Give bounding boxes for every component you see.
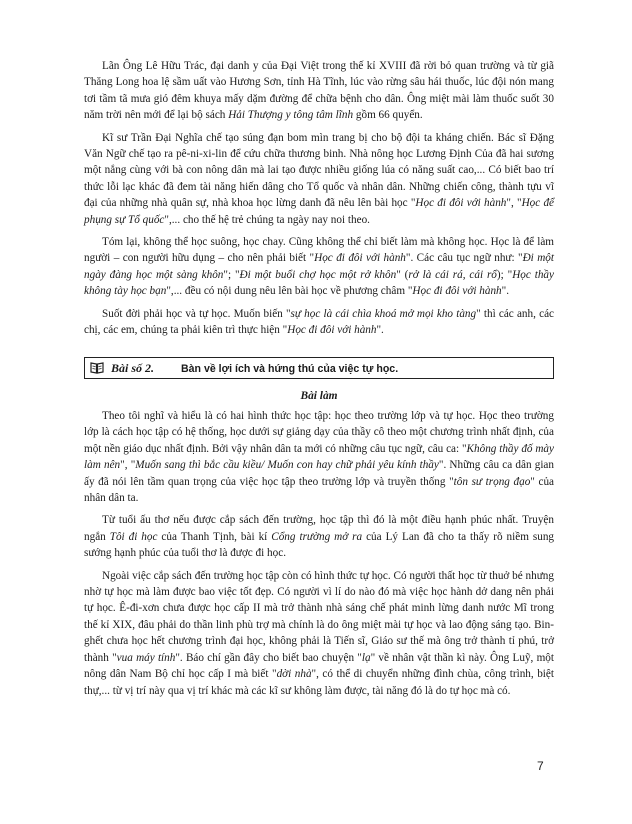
text-run: "; " [223, 268, 240, 281]
text-run: " ( [396, 268, 409, 281]
text-run: ". [501, 285, 510, 298]
body-paragraph [84, 568, 554, 699]
text-run: ",... cho thế hệ trẻ chúng ta ngày nay noi theo. [164, 213, 370, 226]
bottom-text-block [84, 388, 554, 705]
text-run: của Lý Lan đã cho ta thấy rõ niềm sung sướng hạnh phúc của tuổi thơ là được đi học. [84, 530, 555, 560]
italic-text: tôn sư trọng đạo [453, 475, 531, 488]
italic-text: Học đi đôi với hành [415, 197, 507, 210]
text-run: ". Các câu tục ngữ như: " [405, 252, 523, 265]
italic-text: Học thầy không tày học bạn [84, 268, 554, 298]
italic-text: Đi một ngày đàng học một sàng khôn [84, 252, 554, 281]
page-number: 7 [537, 759, 544, 773]
text-run: Theo tôi nghĩ và hiểu là có hai hình thức học tập: học theo trường lớp và tự học. Học theo trường lớp là cách học tập có hệ thống, học dưới sự giảng dạy của thầy cô theo một chương trình nhất định, của một nền giáo dục nhất định. Bởi vậy nhân dân ta mới có những câu tục ngữ, câu ca: " [84, 410, 554, 455]
body-paragraph [84, 306, 554, 339]
text-run: ); " [496, 268, 513, 281]
text-run: ". Báo chí gần đây cho biết bao chuyện " [175, 651, 362, 664]
book-icon [90, 361, 104, 374]
text-run: gồm 66 quyển. [353, 109, 423, 122]
body-paragraph [84, 58, 554, 124]
italic-text: Muốn sang thì bắc cầu kiều/ Muốn con hay chữ phải yêu kính thầy [135, 459, 439, 472]
body-paragraph [84, 408, 554, 506]
top-text-block [84, 58, 554, 345]
text-run: Tóm lại, không thể học suông, học chay. Cũng không thể chỉ biết làm mà không học. Học là để làm người – con người hữu dụng – cho nên phải biết " [84, 236, 554, 265]
body-paragraph [84, 234, 554, 300]
italic-text: dời nhà [276, 668, 312, 681]
text-run: Từ tuổi ấu thơ nếu được cắp sách đến trường, học tập thì đó là một điều hạnh phúc nhất. Truyện ngắn [84, 514, 554, 543]
italic-text: lạ [361, 651, 371, 664]
italic-text: vua máy tính [116, 651, 176, 664]
text-run: ". Những câu ca dân gian ấy đã nói lên tầm quan trọng của việc học tập theo trường lớp và truyền thống " [84, 459, 554, 488]
italic-text: Học đi đôi với hành [314, 252, 406, 265]
exercise-label: Bài số 2. [111, 361, 155, 375]
text-run: Lãn Ông Lê Hữu Trác, đại danh y của Đại Việt trong thế kỉ XVIII đã rời bỏ quan trường và từ giã Thăng Long hoa lệ sầm uất vào Hương Sơn, tỉnh Hà Tĩnh, lúc vào rừng sâu hái thuốc, lúc đội nón mang tơi tầm tã mưa gió đêm khuya mấy dặm đường để chữa bệnh cho dân. Ông miệt mài làm thuốc suốt 30 năm trời nên mới để lại bộ sách [84, 60, 554, 122]
text-run: " thì các anh, các chị, các em, chúng ta phải kiên trì thực hiện " [84, 307, 554, 337]
italic-text: Học đi đôi với hành [412, 285, 502, 298]
text-run: Kĩ sư Trần Đại Nghĩa chế tạo súng đạn bom mìn trang bị cho bộ đội ta kháng chiến. Bác sĩ Đặng Văn Ngữ chế tạo ra pê-ni-xi-lin để cứu chữa thương binh. Nhà nông học Lương Định Của đã hai sương một nắng cùng với bà con nông dân mà lai tạo được nhiều giống lúa có năng suất cao,... Có biết bao trí thức lỗi lạc khác đã đem tài năng hiến dâng cho Tổ quốc và nhân dân. Những chiến công, thành tựu vĩ đại của những nhà quân sự, nhà khoa học lừng danh đã nêu lên bài học " [84, 131, 554, 210]
italic-text: rở là cái rá, cái rổ [408, 268, 497, 281]
text-run: " về nhân vật thần kì này. Ông Luỹ, một nông dân Nam Bộ chỉ học cấp I mà biết " [84, 651, 554, 681]
exercise-title: Bàn về lợi ích và hứng thú của việc tự học. [181, 363, 399, 375]
body-paragraph [84, 130, 554, 228]
text-run: ", " [506, 197, 522, 210]
italic-text: Cổng trường mở ra [271, 530, 363, 543]
italic-text: Học đi đôi với hành [287, 324, 377, 337]
italic-text: Đi một buổi chợ học một rở khôn [239, 268, 397, 281]
text-run: của Thanh Tịnh, bài kí [157, 530, 272, 543]
text-run: Ngoài việc cắp sách đến trường học tập còn có hình thức tự học. Có người thất học từ thuở bé nhưng nhờ tự học mà làm được bao việc tốt đẹp. Có người vì lí do nào đó mà việc học hành dở dang nên phải tự học. Ê-đi-xơn chưa được học cấp II mà trở thành nhà sáng chế phát minh lừng danh nước Mĩ trong thế kỉ XIX, đâu phải do thần linh phù trợ mà chính là do ông miệt mài tự học và lao động sáng tạo. Bin-ghết chưa học hết chương trình đại học, không phải là Tiến sĩ, Giáo sư thế mà ông trở thành tỉ phú, trở thành " [84, 569, 554, 664]
section-heading: Bài làm [300, 390, 338, 402]
text-run: ", có thể di chuyển những đình chùa, công trình, biệt thự,... từ vị trí này qua vị trí khác mà các kĩ sư không làm được, tài năng đó là do tự học mà có. [84, 668, 554, 697]
body-paragraph [84, 512, 554, 561]
italic-text: Không thầy đố mày làm nên [84, 442, 554, 472]
text-run: Suốt đời phải học và tự học. Muốn biến " [102, 307, 291, 320]
text-run: ",... đều có nội dung nêu lên bài học về phương châm " [166, 285, 413, 298]
exercise-title-box [84, 357, 554, 379]
italic-text: Học để phụng sự Tổ quốc [84, 197, 555, 226]
italic-text: Hải Thượng y tông tâm lĩnh [228, 109, 354, 122]
text-run: ", " [120, 459, 136, 472]
italic-text: sự học là cái chìa khoá mở mọi kho tàng [290, 307, 477, 320]
italic-text: Tôi đi học [109, 530, 158, 543]
text-run: ". [376, 324, 384, 337]
text-run: " của nhân dân ta. [84, 475, 555, 505]
